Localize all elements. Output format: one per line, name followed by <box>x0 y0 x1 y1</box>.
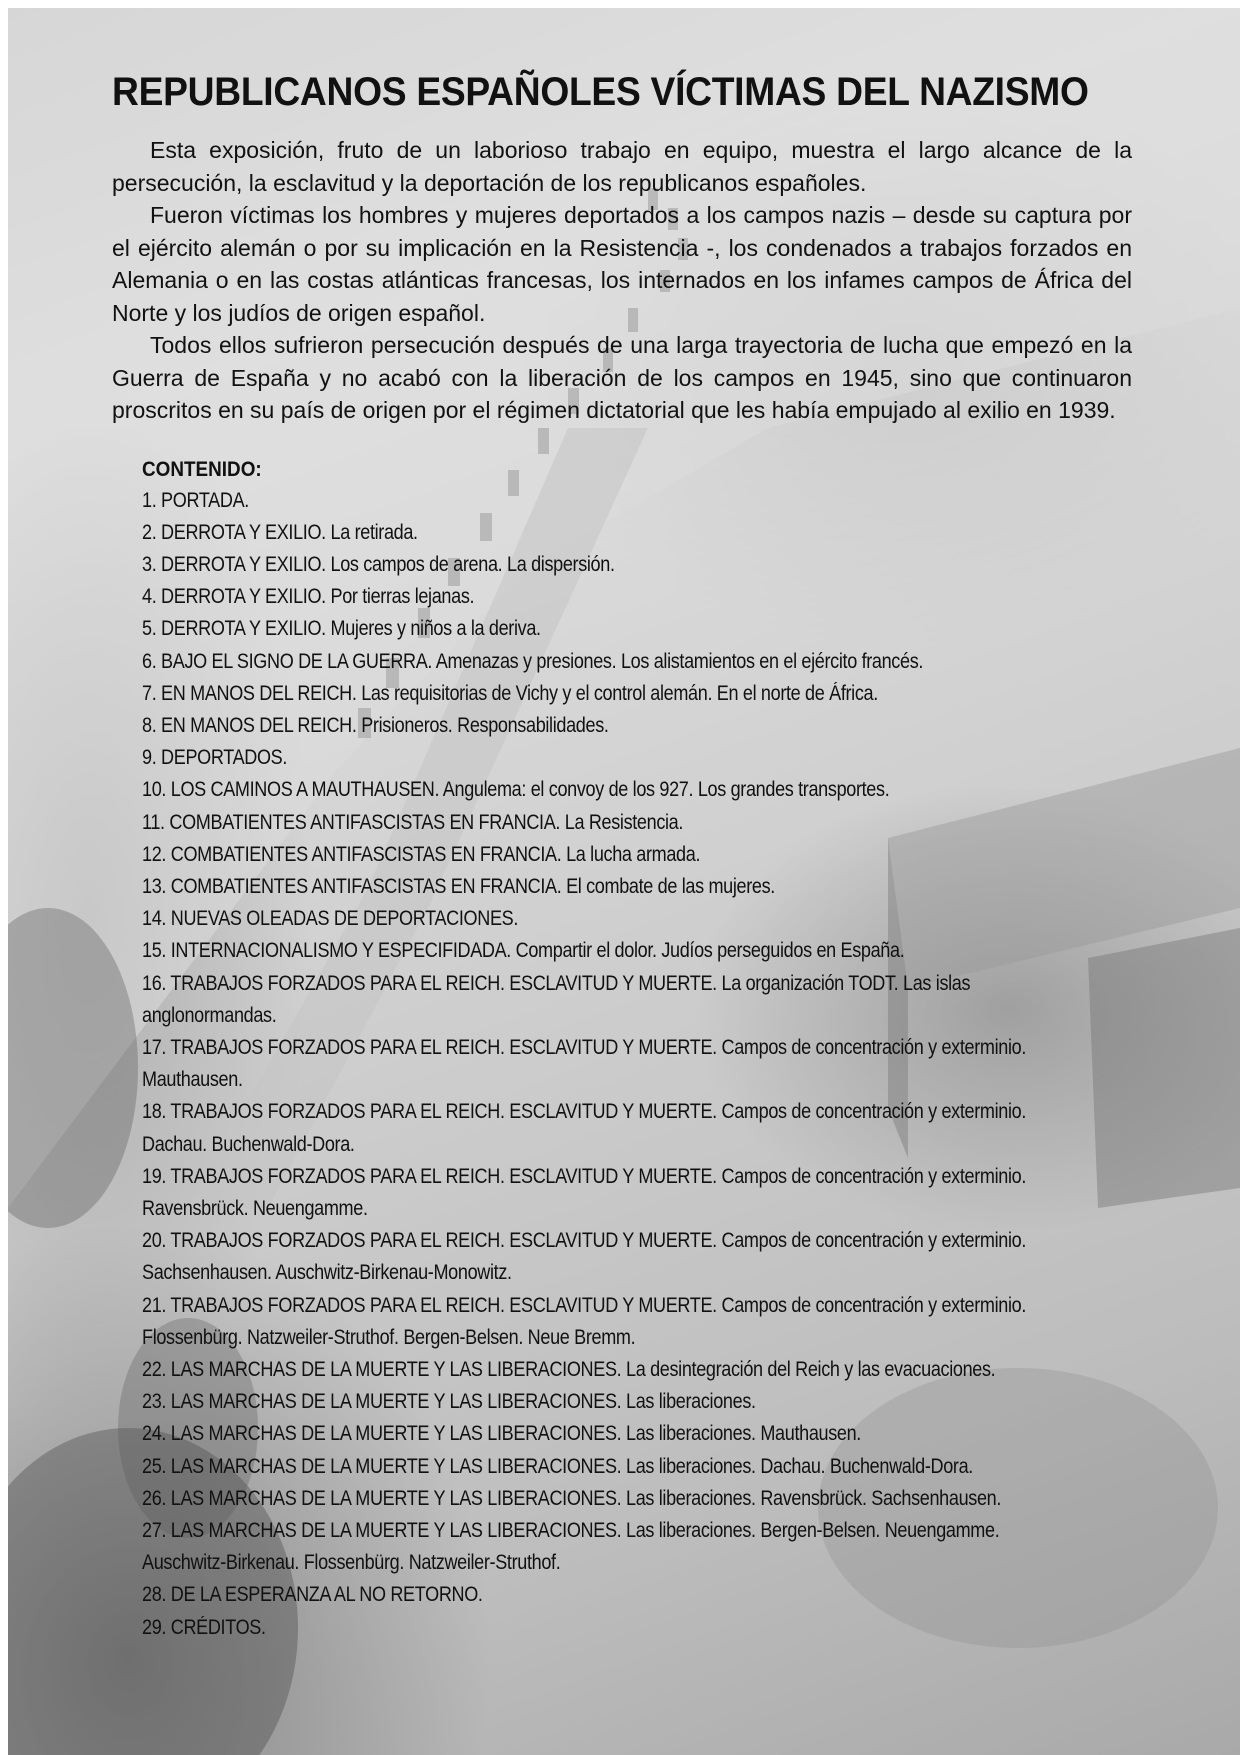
contents-item: 1. PORTADA. <box>142 488 249 512</box>
contents-item: 25. LAS MARCHAS DE LA MUERTE Y LAS LIBERACIONES. Las liberaciones. Dachau. Buchenwald-Dora. <box>142 1454 973 1478</box>
contents-item: 28. DE LA ESPERANZA AL NO RETORNO. <box>142 1583 483 1607</box>
contents-item: 8. EN MANOS DEL REICH. Prisioneros. Responsabilidades. <box>142 713 609 737</box>
contents-item: 5. DERROTA Y EXILIO. Mujeres y niños a la deriva. <box>142 617 541 641</box>
intro-paragraph: Esta exposición, fruto de un laborioso trabajo en equipo, muestra el largo alcance de la persecución, la esclavitud y la deportación de los republicanos españoles. <box>112 137 1132 196</box>
contents-item: 15. INTERNACIONALISMO Y ESPECIFIDADA. Compartir el dolor. Judíos perseguidos en España. <box>142 939 905 963</box>
contents-item: 2. DERROTA Y EXILIO. La retirada. <box>142 520 418 544</box>
contents-item: 29. CRÉDITOS. <box>142 1615 266 1639</box>
contents-item: 18. TRABAJOS FORZADOS PARA EL REICH. ESCLAVITUD Y MUERTE. Campos de concentración y exterminio. Dachau. Buchenwald-Dora. <box>142 1100 1027 1156</box>
contents-item: 12. COMBATIENTES ANTIFASCISTAS EN FRANCIA. La lucha armada. <box>142 842 701 866</box>
contents-item: 24. LAS MARCHAS DE LA MUERTE Y LAS LIBERACIONES. Las liberaciones. Mauthausen. <box>142 1422 861 1446</box>
contents-item: 13. COMBATIENTES ANTIFASCISTAS EN FRANCIA. El combate de las mujeres. <box>142 874 775 898</box>
contents-item: 7. EN MANOS DEL REICH. Las requisitorias de Vichy y el control alemán. En el norte de África. <box>142 681 878 705</box>
contents-section <box>112 455 1122 1644</box>
contents-item: 21. TRABAJOS FORZADOS PARA EL REICH. ESCLAVITUD Y MUERTE. Campos de concentración y exterminio. Flossenbürg. Natzweiler-Struthof. Bergen-Belsen. Neue Bremm. <box>142 1293 1027 1349</box>
contents-item: 16. TRABAJOS FORZADOS PARA EL REICH. ESCLAVITUD Y MUERTE. La organización TODT. Las islas anglonormandas. <box>142 971 971 1027</box>
contents-item: 3. DERROTA Y EXILIO. Los campos de arena. La dispersión. <box>142 552 615 576</box>
intro-text <box>112 134 1132 427</box>
contents-item: 27. LAS MARCHAS DE LA MUERTE Y LAS LIBERACIONES. Las liberaciones. Bergen-Belsen. Neuengamme. Auschwitz-Birkenau. Flossenbürg. Natzweiler-Struthof. <box>142 1519 1000 1575</box>
contents-item: 19. TRABAJOS FORZADOS PARA EL REICH. ESCLAVITUD Y MUERTE. Campos de concentración y exterminio. Ravensbrück. Neuengamme. <box>142 1164 1027 1220</box>
page-title: REPUBLICANOS ESPAÑOLES VÍCTIMAS DEL NAZISMO <box>112 70 1089 114</box>
contents-item: 11. COMBATIENTES ANTIFASCISTAS EN FRANCIA. La Resistencia. <box>142 810 684 834</box>
contents-item: 20. TRABAJOS FORZADOS PARA EL REICH. ESCLAVITUD Y MUERTE. Campos de concentración y exterminio. Sachsenhausen. Auschwitz-Birkenau-Monowitz. <box>142 1229 1027 1285</box>
intro-paragraph: Todos ellos sufrieron persecución después de una larga trayectoria de lucha que empezó en la Guerra de España y no acabó con la liberación de los campos en 1945, sino que continuaron proscritos en su país de origen por el régimen dictatorial que les había empujado al exilio en 1939. <box>112 332 1132 423</box>
contents-item: 4. DERROTA Y EXILIO. Por tierras lejanas. <box>142 585 475 609</box>
contents-item: 9. DEPORTADOS. <box>142 746 288 770</box>
contents-list <box>142 485 1122 1644</box>
contents-item: 23. LAS MARCHAS DE LA MUERTE Y LAS LIBERACIONES. Las liberaciones. <box>142 1390 756 1414</box>
contents-item: 26. LAS MARCHAS DE LA MUERTE Y LAS LIBERACIONES. Las liberaciones. Ravensbrück. Sachsenhausen. <box>142 1486 1002 1510</box>
contents-item: 10. LOS CAMINOS A MAUTHAUSEN. Angulema: el convoy de los 927. Los grandes transportes. <box>142 778 890 802</box>
contents-item: 22. LAS MARCHAS DE LA MUERTE Y LAS LIBERACIONES. La desintegración del Reich y las evacuaciones. <box>142 1357 996 1381</box>
contents-item: 17. TRABAJOS FORZADOS PARA EL REICH. ESCLAVITUD Y MUERTE. Campos de concentración y exterminio. Mauthausen. <box>142 1035 1027 1092</box>
contents-item: 14. NUEVAS OLEADAS DE DEPORTACIONES. <box>142 907 519 931</box>
contents-item: 6. BAJO EL SIGNO DE LA GUERRA. Amenazas y presiones. Los alistamientos en el ejército francés. <box>142 649 924 673</box>
document-page <box>8 8 1240 1755</box>
document-content <box>112 68 1132 1644</box>
contents-heading: CONTENIDO: <box>142 457 262 481</box>
intro-paragraph: Fueron víctimas los hombres y mujeres deportados a los campos nazis – desde su captura por el ejército alemán o por su implicación en la Resistencia -, los condenados a trabajos forzados en Alemania o en las costas atlánticas francesas, los internados en los infames campos de África del Norte y los judíos de origen español. <box>112 202 1132 326</box>
